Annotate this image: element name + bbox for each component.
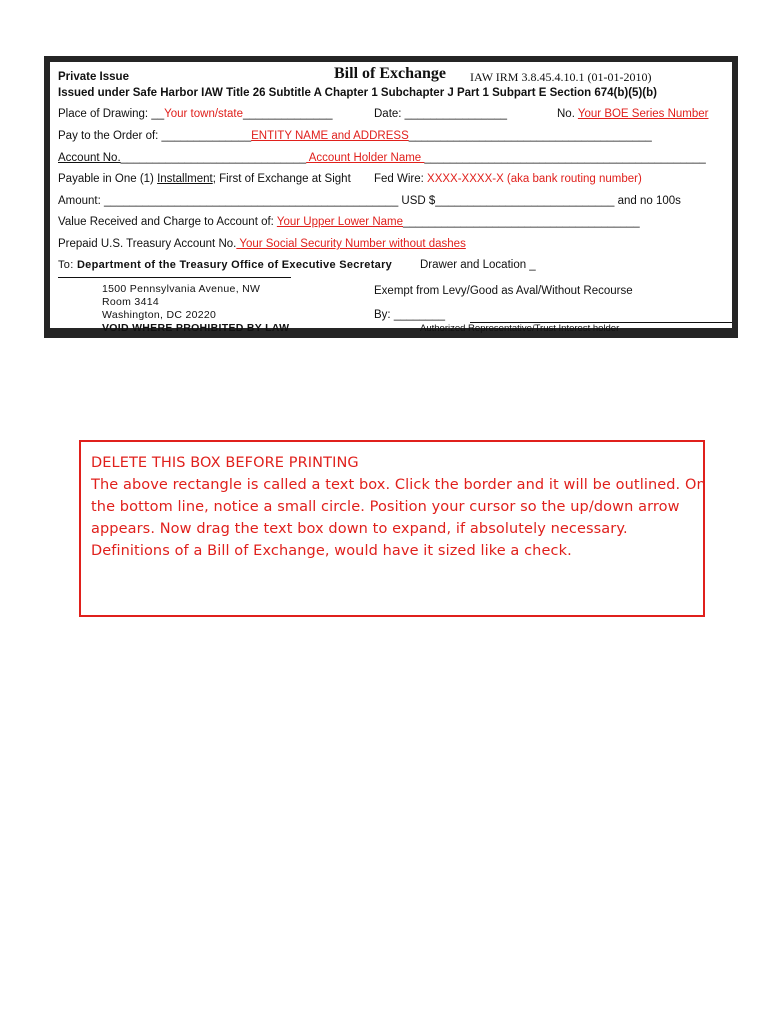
account-tail: ____________________________________________	[424, 152, 706, 164]
place-of-drawing-field[interactable]	[58, 107, 333, 121]
account-label: Account No.	[58, 152, 121, 164]
authorized-caption: Authorized Representative/Trust Interest holder	[420, 323, 620, 334]
account-holder-value: Account Holder Name	[306, 152, 425, 164]
fed-wire-field[interactable]	[374, 172, 642, 186]
note-text	[91, 452, 706, 562]
check-title: Bill of Exchange	[334, 65, 447, 82]
value-received-value: Your Upper Lower Name	[276, 216, 403, 228]
irm-reference: IAW IRM 3.8.45.4.10.1 (01-01-2010)	[470, 70, 652, 84]
fedwire-label: Fed Wire:	[374, 173, 428, 185]
note-line-4: appears. Now drag the text box down to expand, if absolutely necessary.	[91, 521, 628, 537]
place-tail: ______________	[242, 108, 333, 120]
payable-installment: Installment	[157, 173, 213, 185]
address-line-2: Room 3414	[102, 296, 159, 308]
address-line-1: 1500 Pennsylvania Avenue, NW	[102, 283, 261, 295]
issued-under-text: Issued under Safe Harbor IAW Title 26 Subtitle A Chapter 1 Subchapter J Part 1 Subpart E Section 674(b)(5)(b)	[58, 87, 657, 99]
drawer-location-field[interactable]: Drawer and Location _	[420, 259, 536, 271]
to-underline	[58, 277, 291, 278]
prepaid-account-field[interactable]	[58, 237, 466, 251]
fedwire-value: XXXX-XXXX-X (aka bank routing number)	[427, 173, 642, 185]
place-value: Your town/state	[164, 108, 243, 120]
note-line-2: The above rectangle is called a text box. Click the border and it will be outlined. On	[91, 477, 706, 493]
prepaid-value: Your Social Security Number without dashes	[236, 238, 466, 250]
pay-label: Pay to the Order of: ______________	[58, 130, 252, 142]
to-value: Department of the Treasury Office of Executive Secretary	[76, 259, 393, 271]
date-field[interactable]: Date: ________________	[374, 108, 508, 120]
pay-tail: ______________________________________	[408, 130, 652, 142]
delete-note-text-box[interactable]	[79, 440, 705, 617]
exempt-text: Exempt from Levy/Good as Aval/Without Recourse	[374, 285, 633, 297]
to-field	[58, 258, 392, 272]
payable-tail: ; First of Exchange at Sight	[212, 173, 351, 185]
place-label: Place of Drawing: __	[58, 108, 165, 120]
value-received-tail: _____________________________________	[403, 216, 640, 228]
check-body	[50, 62, 732, 334]
value-received-field[interactable]	[58, 215, 640, 229]
pay-to-order-field[interactable]	[58, 129, 652, 143]
value-received-label: Value Received and Charge to Account of:	[58, 216, 277, 228]
note-line-1: DELETE THIS BOX BEFORE PRINTING	[91, 455, 359, 471]
no-value: Your BOE Series Number	[577, 108, 709, 120]
address-line-3: Washington, DC 20220	[102, 309, 217, 321]
payable-label: Payable in One (1)	[58, 173, 158, 185]
boe-number-field[interactable]	[557, 107, 709, 121]
note-line-3: the bottom line, notice a small circle. Position your cursor so the up/down arrow	[91, 499, 680, 515]
private-issue-label: Private Issue	[58, 71, 129, 83]
account-blank: _____________________________	[120, 152, 307, 164]
by-label: By:	[374, 309, 394, 321]
account-field[interactable]	[58, 151, 706, 165]
pay-value: ENTITY NAME and ADDRESS	[251, 130, 409, 142]
amount-field[interactable]: Amount: ______________________________________________ USD $____________________________ and no 100s	[58, 195, 681, 207]
void-notice: VOID WHERE PROHIBITED BY LAW	[102, 322, 290, 334]
no-label: No.	[557, 108, 578, 120]
prepaid-label: Prepaid U.S. Treasury Account No.	[58, 238, 237, 250]
to-label: To:	[58, 259, 77, 271]
by-blank: ________	[393, 309, 445, 321]
by-field[interactable]	[374, 308, 445, 322]
payable-text	[58, 172, 351, 186]
note-line-5: Definitions of a Bill of Exchange, would have it sized like a check.	[91, 543, 572, 559]
bill-of-exchange-check	[44, 56, 738, 338]
